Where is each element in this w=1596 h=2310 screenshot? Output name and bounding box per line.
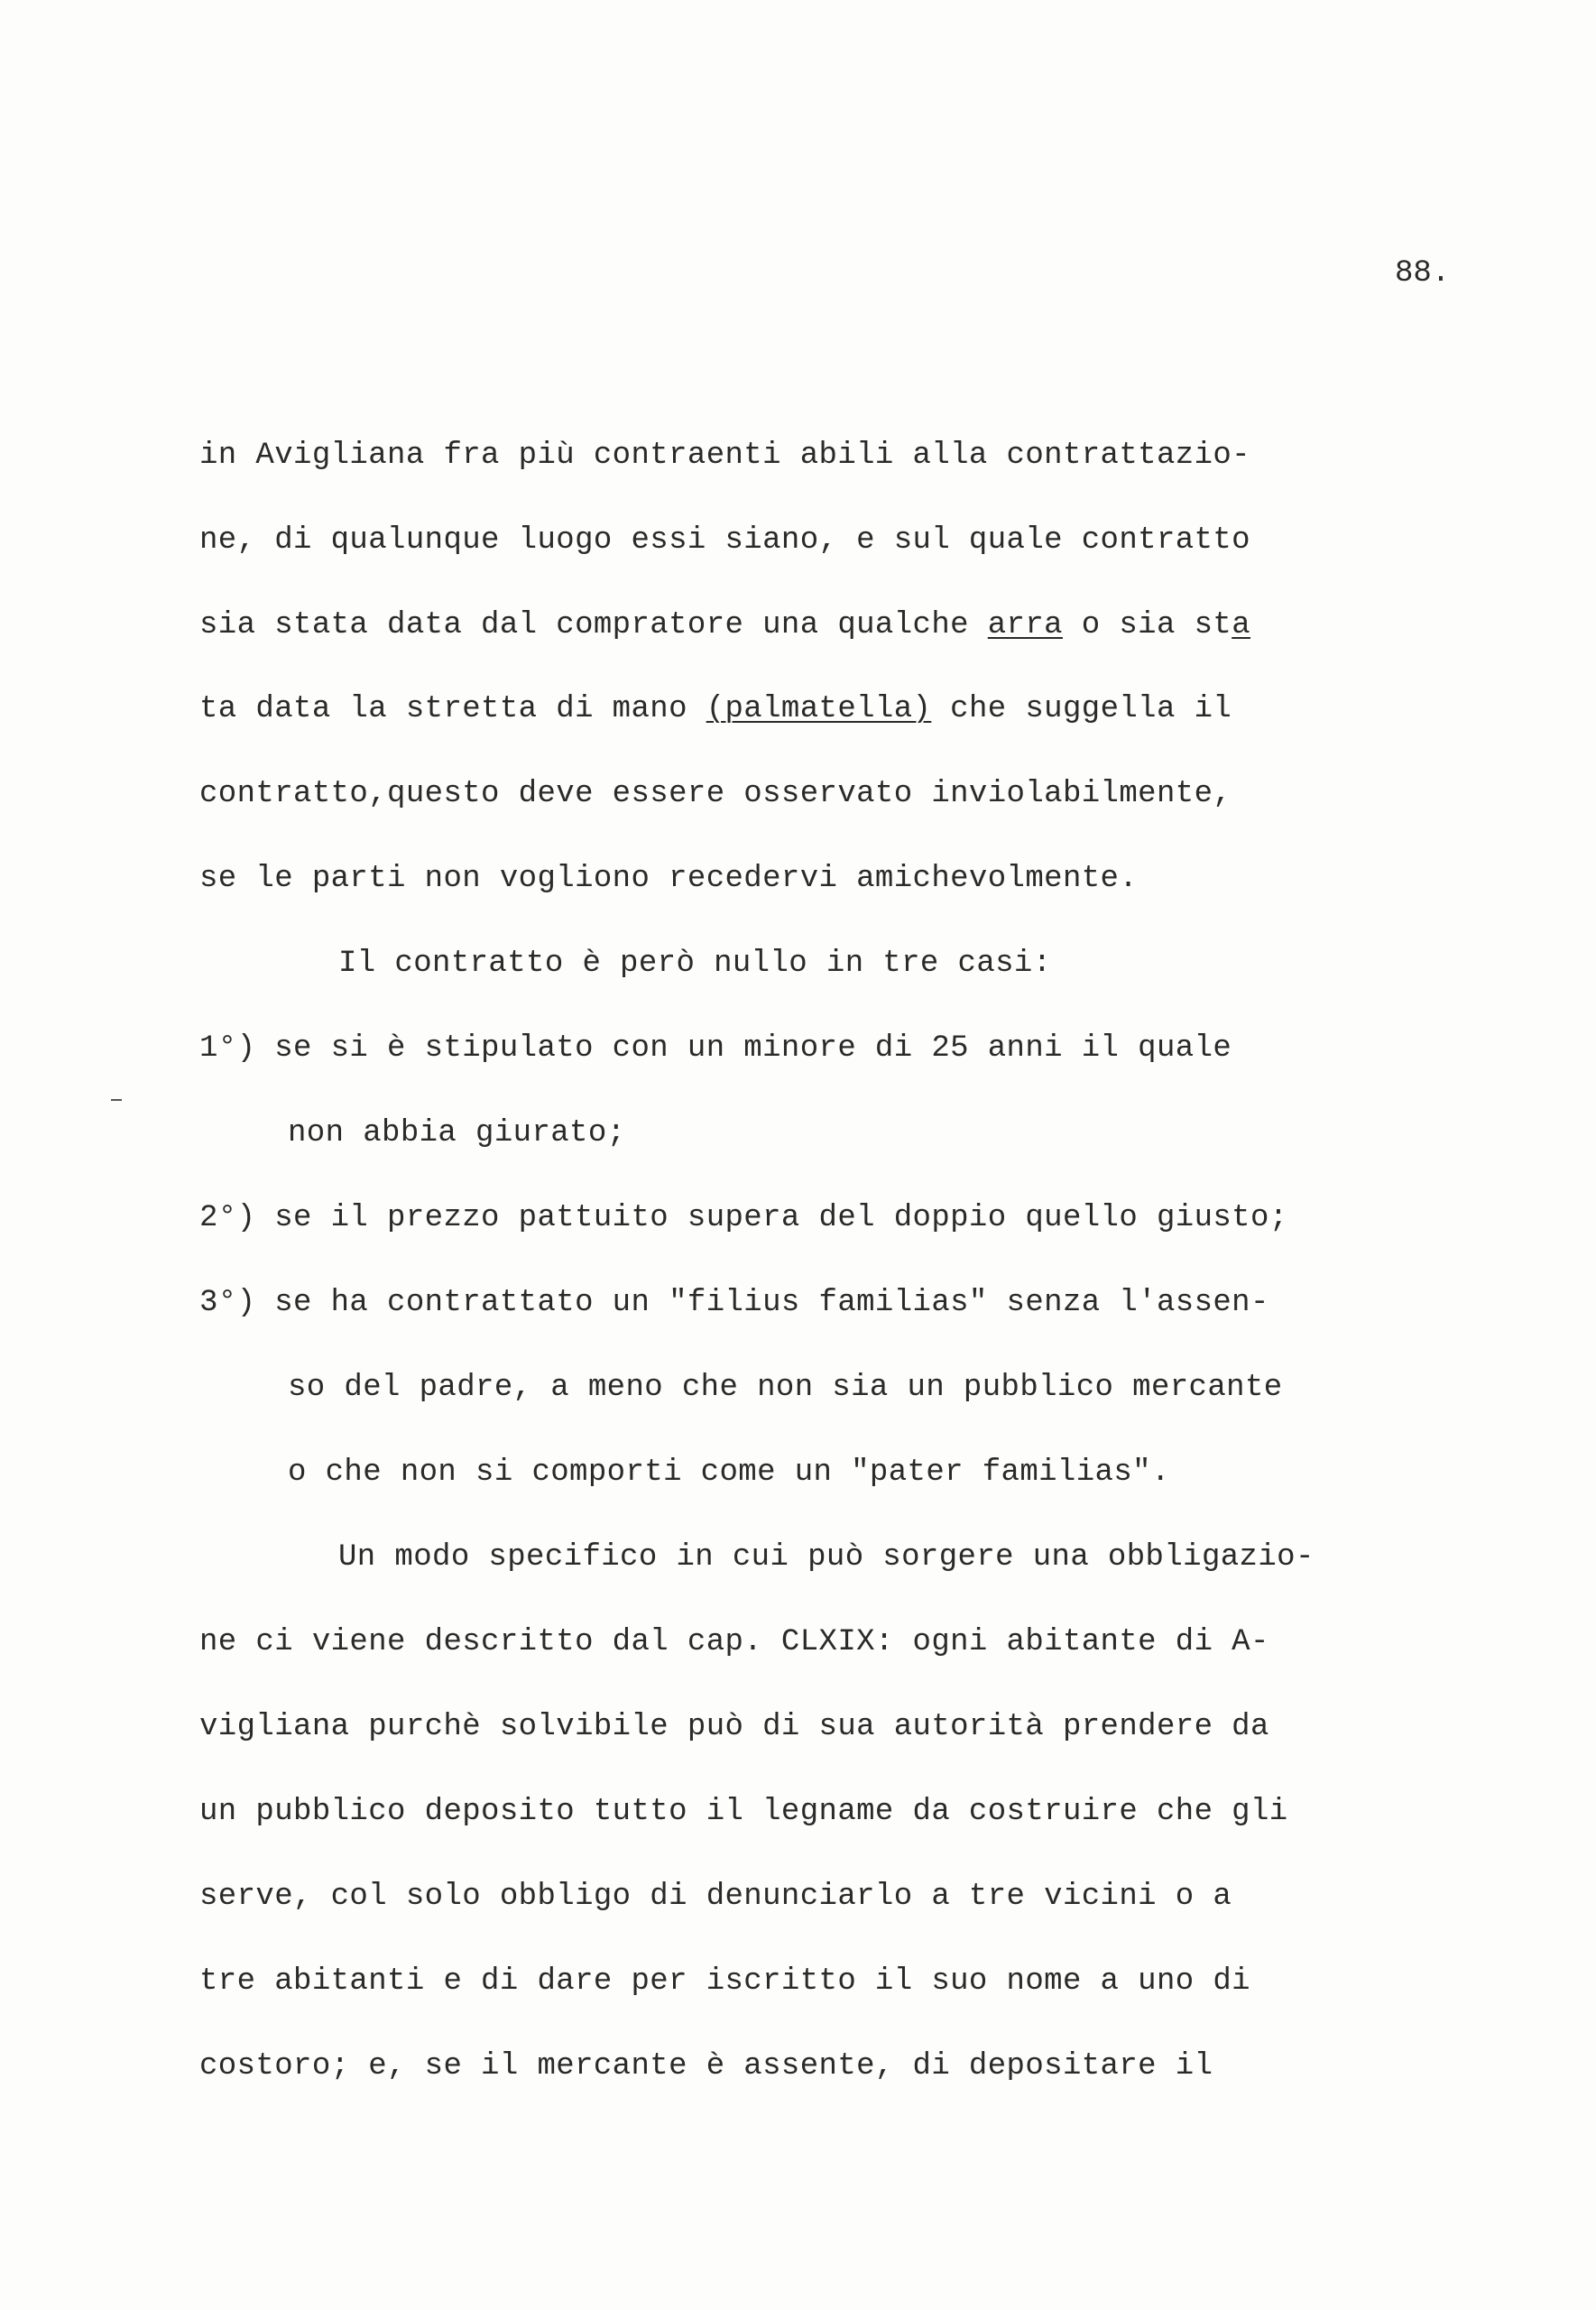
- text-line: Un modo specifico in cui può sorgere una obbligazio-: [338, 1540, 1315, 1575]
- list-item: 1°) se si è stipulato con un minore di 25 anni il quale: [199, 1031, 1232, 1066]
- margin-mark: [111, 1099, 122, 1101]
- text-line: se le parti non vogliono recedervi amichevolmente.: [199, 862, 1139, 896]
- page-number: 88.: [1395, 256, 1451, 291]
- underlined-term: a: [1232, 608, 1251, 642]
- text-line: non abbia giurato;: [288, 1116, 626, 1150]
- text-line: o che non si comporti come un "pater familias".: [288, 1455, 1170, 1490]
- text-line: un pubblico deposito tutto il legname da costruire che gli: [199, 1795, 1288, 1829]
- text-line: Il contratto è però nullo in tre casi:: [338, 947, 1052, 981]
- text-line: tre abitanti e di dare per iscritto il suo nome a uno di: [199, 1964, 1250, 1999]
- text-line: ta data la stretta di mano (palmatella) che suggella il: [199, 692, 1232, 726]
- underlined-term: (palmatella): [706, 692, 932, 726]
- text-line: so del padre, a meno che non sia un pubblico mercante: [288, 1371, 1283, 1405]
- text-line: contratto,questo deve essere osservato inviolabilmente,: [199, 777, 1232, 811]
- text-line: ne ci viene descritto dal cap. CLXIX: ogni abitante di A-: [199, 1625, 1269, 1659]
- text-line: costoro; e, se il mercante è assente, di depositare il: [199, 2049, 1213, 2084]
- text-line: sia stata data dal compratore una qualche arra o sia sta: [199, 608, 1251, 642]
- text-line: serve, col solo obbligo di denunciarlo a tre vicini o a: [199, 1880, 1232, 1914]
- underlined-term: arra: [987, 608, 1063, 642]
- text-line: in Avigliana fra più contraenti abili alla contrattazio-: [199, 439, 1250, 473]
- text-line: vigliana purchè solvibile può di sua autorità prendere da: [199, 1710, 1269, 1744]
- list-item: 3°) se ha contrattato un "filius familias" senza l'assen-: [199, 1286, 1269, 1320]
- list-item: 2°) se il prezzo pattuito supera del doppio quello giusto;: [199, 1201, 1288, 1235]
- text-line: ne, di qualunque luogo essi siano, e sul quale contratto: [199, 523, 1250, 558]
